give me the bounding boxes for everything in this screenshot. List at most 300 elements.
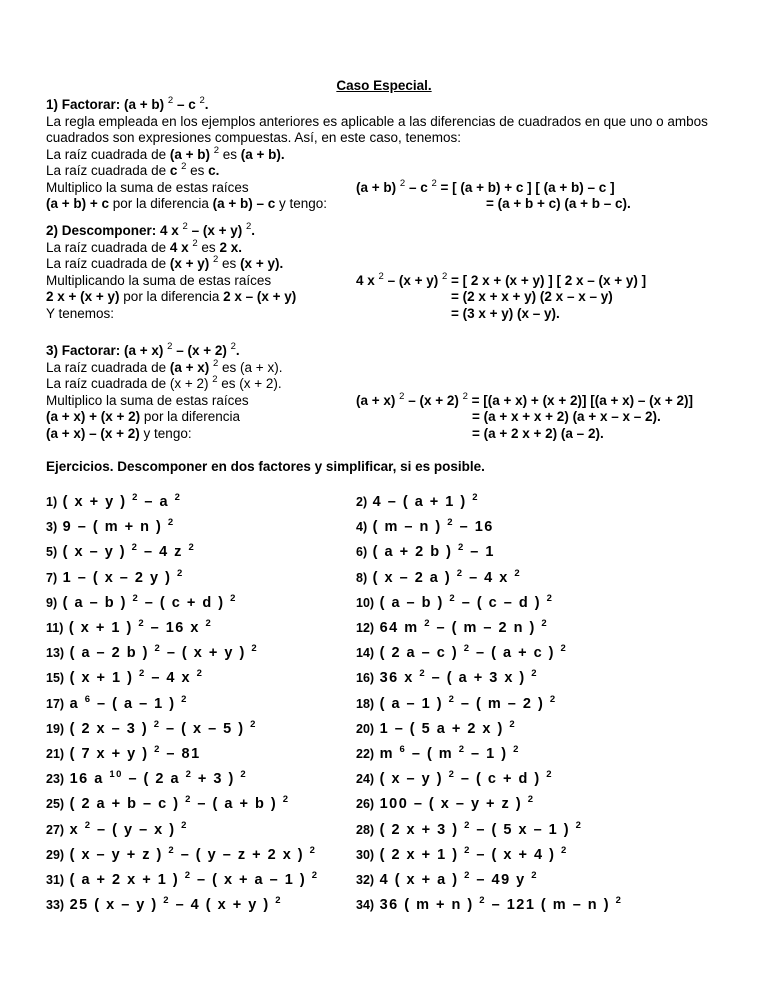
superscript: 2 bbox=[513, 744, 520, 755]
superscript: 2 bbox=[441, 270, 448, 282]
text-run: . bbox=[204, 97, 209, 112]
text-run: – ( x – 5 ) bbox=[160, 720, 251, 737]
text-run: – 81 bbox=[160, 746, 201, 762]
exercise-number: 30) bbox=[356, 847, 375, 862]
superscript: 2 bbox=[463, 643, 471, 655]
text-run: 1 – ( 5 a + 2 x ) bbox=[374, 720, 510, 737]
exercise-expression bbox=[64, 746, 201, 762]
superscript: 2 bbox=[541, 618, 549, 629]
superscript: 2 bbox=[575, 819, 583, 831]
text-run: – ( c – d ) bbox=[456, 594, 547, 611]
bold-run: (a + b) bbox=[356, 179, 400, 195]
text-run: – ( x + 4 ) bbox=[470, 846, 561, 863]
text-line bbox=[46, 144, 285, 163]
text-run: a bbox=[64, 695, 85, 712]
bold-run: 2 x. bbox=[219, 239, 242, 255]
superscript: 2 bbox=[132, 492, 139, 503]
exercise-item bbox=[356, 693, 557, 712]
text-run: es (x + 2). bbox=[217, 376, 282, 391]
exercise-item bbox=[46, 670, 203, 686]
text-run: – 121 ( m – n ) bbox=[486, 897, 616, 914]
exercise-item bbox=[46, 567, 184, 586]
superscript: 2 bbox=[205, 618, 213, 629]
text-run: – ( a + c ) bbox=[470, 645, 561, 662]
exercise-number: 6) bbox=[356, 545, 368, 560]
bold-run: . bbox=[235, 343, 240, 358]
text-run: es bbox=[186, 163, 209, 178]
text-run: – ( m bbox=[406, 746, 459, 762]
text-run: – 1 bbox=[464, 544, 495, 561]
text-run: y tengo: bbox=[275, 196, 328, 211]
bold-run: 4 x bbox=[356, 272, 379, 288]
text-run: 9 – ( m + n ) bbox=[57, 519, 168, 536]
text-run: – ( m – 2 ) bbox=[455, 695, 550, 712]
text-run: ( a + 2 x + 1 ) bbox=[64, 872, 185, 888]
superscript: 2 bbox=[212, 374, 218, 385]
text-run: ( 2 a – c ) bbox=[374, 645, 464, 662]
text-run: ( x + y ) bbox=[57, 494, 133, 510]
exercise-item bbox=[46, 519, 175, 535]
superscript: 2 bbox=[132, 592, 140, 604]
exercise-number: 26) bbox=[356, 797, 375, 812]
superscript: 2 bbox=[479, 895, 487, 907]
text-line bbox=[46, 180, 249, 196]
superscript: 2 bbox=[154, 744, 161, 755]
exercise-number: 25) bbox=[46, 797, 65, 812]
exercise-number: 2) bbox=[356, 495, 368, 509]
text-run: – 16 x bbox=[145, 620, 206, 636]
exercise-expression bbox=[374, 693, 557, 712]
exercise-item bbox=[356, 897, 622, 913]
text-run: – ( a + 3 x ) bbox=[426, 670, 532, 687]
superscript: 2 bbox=[196, 668, 204, 680]
exercise-number: 14) bbox=[356, 646, 375, 661]
superscript: 2 bbox=[449, 592, 457, 604]
exercise-number: 11) bbox=[46, 621, 64, 635]
superscript: 2 bbox=[199, 95, 205, 106]
exercise-expression bbox=[64, 796, 289, 812]
solution-line bbox=[486, 196, 631, 212]
exercise-number: 5) bbox=[46, 545, 58, 560]
exercise-item bbox=[356, 670, 538, 686]
exercise-expression bbox=[64, 897, 282, 913]
bold-run: (a + x) + (x + 2) bbox=[46, 409, 141, 424]
superscript: 2 bbox=[464, 819, 471, 831]
superscript: 2 bbox=[464, 870, 471, 881]
exercise-number: 17) bbox=[46, 696, 65, 711]
exercise-expression bbox=[374, 796, 534, 812]
exercise-expression bbox=[57, 494, 181, 510]
superscript: 2 bbox=[560, 844, 568, 856]
exercise-expression bbox=[374, 670, 538, 686]
exercise-number: 9) bbox=[46, 595, 58, 610]
superscript: 2 bbox=[138, 618, 146, 629]
bold-run: – (x + y) bbox=[187, 223, 246, 238]
superscript: 2 bbox=[419, 668, 427, 680]
exercise-expression bbox=[64, 693, 188, 712]
superscript: 2 bbox=[230, 592, 237, 604]
text-run: ( a – 2 b ) bbox=[64, 645, 155, 662]
text-run: Multiplico la suma de estas raíces bbox=[46, 392, 249, 408]
text-run: ( x + 1 ) bbox=[63, 620, 139, 636]
page-title: Caso Especial. bbox=[336, 78, 432, 93]
text-run: – 4 ( x + y ) bbox=[170, 897, 276, 914]
superscript: 2 bbox=[546, 769, 554, 781]
text-line bbox=[46, 426, 192, 442]
text-run: ( x + 1 ) bbox=[64, 670, 140, 687]
text-run: Multiplico la suma de estas raíces bbox=[46, 179, 249, 195]
text-run: ( a + 2 b ) bbox=[367, 544, 458, 561]
text-run: La raíz cuadrada de bbox=[46, 239, 170, 255]
text-run: m bbox=[374, 746, 400, 762]
exercise-number: 8) bbox=[356, 570, 368, 585]
text-run: – ( 2 a bbox=[122, 771, 186, 788]
text-run: ( 2 x – 3 ) bbox=[64, 720, 154, 737]
text-run: – c bbox=[173, 97, 200, 112]
superscript: 2 bbox=[230, 341, 236, 352]
superscript: 2 bbox=[378, 270, 384, 282]
solution-line bbox=[451, 289, 613, 305]
exercise-number: 23) bbox=[46, 772, 65, 787]
superscript: 2 bbox=[168, 844, 176, 856]
text-run: Y tenemos: bbox=[46, 305, 115, 321]
exercise-item bbox=[356, 645, 567, 661]
superscript: 2 bbox=[240, 769, 248, 781]
exercise-number: 31) bbox=[46, 873, 65, 887]
solution-line bbox=[356, 177, 615, 196]
exercise-number: 32) bbox=[356, 873, 375, 887]
exercise-expression bbox=[374, 771, 553, 787]
superscript: 2 bbox=[192, 237, 198, 249]
exercise-expression bbox=[64, 771, 247, 787]
exercise-expression bbox=[64, 872, 318, 888]
superscript: 6 bbox=[399, 744, 407, 755]
text-run: La raíz cuadrada de (x + 2) bbox=[46, 376, 213, 391]
exercises-heading: Ejercicios. Descomponer en dos factores y simplificar, si es posible. bbox=[46, 459, 485, 474]
text-run: es (a + x). bbox=[218, 359, 283, 375]
exercise-expression bbox=[57, 592, 237, 611]
superscript: 2 bbox=[181, 693, 188, 705]
exercise-item bbox=[356, 796, 535, 812]
exercise-expression bbox=[374, 645, 567, 661]
exercise-expression bbox=[374, 620, 548, 636]
exercise-number: 29) bbox=[46, 847, 65, 862]
text-run: es bbox=[219, 146, 241, 162]
exercise-expression bbox=[64, 844, 317, 863]
exercise-item bbox=[356, 567, 522, 586]
text-line bbox=[46, 289, 296, 305]
exercise-expression bbox=[374, 844, 568, 863]
exercise-item bbox=[46, 592, 237, 611]
exercise-number: 12) bbox=[356, 621, 375, 635]
bold-run: = [ (a + b) + c ] [ (a + b) – c ] bbox=[436, 179, 615, 195]
bold-run: – c bbox=[405, 179, 432, 195]
superscript: 10 bbox=[109, 769, 123, 781]
text-line bbox=[46, 343, 240, 359]
exercise-number: 13) bbox=[46, 646, 65, 661]
text-run: – ( a – 1 ) bbox=[91, 695, 182, 712]
text-run: ( x – y + z ) bbox=[64, 846, 169, 863]
text-run: La raíz cuadrada de bbox=[46, 146, 170, 162]
bold-run: – (x + y) bbox=[383, 272, 442, 288]
exercise-expression bbox=[64, 718, 257, 737]
exercise-item bbox=[46, 620, 212, 636]
text-run: – ( c + d ) bbox=[455, 771, 547, 788]
text-run: 36 x bbox=[374, 670, 420, 687]
solution-line bbox=[472, 409, 661, 425]
bold-run: 3) Factorar: (a + x) bbox=[46, 343, 168, 358]
text-run: x bbox=[64, 821, 85, 838]
bold-run: (a + x) bbox=[356, 392, 400, 408]
exercise-expression bbox=[374, 819, 583, 838]
bold-run: (a + b) – c bbox=[212, 196, 276, 211]
text-run: – 49 y bbox=[470, 872, 532, 888]
text-line bbox=[46, 273, 271, 289]
text-line bbox=[46, 393, 249, 409]
exercise-number: 34) bbox=[356, 898, 375, 913]
exercise-number: 10) bbox=[356, 595, 375, 610]
text-run: 16 a bbox=[64, 771, 110, 788]
superscript: 2 bbox=[431, 177, 437, 189]
bold-run: (a + b). bbox=[240, 146, 285, 162]
exercise-number: 1) bbox=[46, 495, 58, 509]
superscript: 2 bbox=[464, 844, 471, 856]
text-line bbox=[46, 196, 327, 212]
text-line bbox=[46, 130, 461, 146]
text-run: ( 2 x + 3 ) bbox=[374, 821, 465, 838]
superscript: 2 bbox=[250, 718, 257, 730]
exercise-item bbox=[46, 693, 188, 712]
bold-run: = (3 x + y) (x – y). bbox=[451, 305, 560, 321]
bold-run: c. bbox=[208, 163, 220, 178]
exercise-expression bbox=[367, 544, 495, 560]
superscript: 2 bbox=[167, 95, 174, 106]
exercise-expression bbox=[374, 897, 622, 913]
superscript: 2 bbox=[184, 870, 192, 881]
bold-run: (a + b) bbox=[169, 146, 214, 162]
exercise-expression bbox=[374, 592, 554, 611]
bold-run: 2 x + (x + y) bbox=[46, 289, 120, 304]
text-run: 64 m bbox=[374, 620, 425, 636]
superscript: 2 bbox=[246, 221, 252, 232]
exercise-expression bbox=[374, 746, 520, 762]
exercise-item bbox=[356, 620, 548, 636]
superscript: 2 bbox=[311, 870, 319, 881]
text-run: ( m – n ) bbox=[367, 519, 448, 536]
bold-run: 2 x – (x + y) bbox=[223, 289, 297, 304]
exercise-item bbox=[356, 746, 520, 762]
text-run: – ( a + b ) bbox=[191, 796, 283, 813]
superscript: 2 bbox=[447, 517, 455, 529]
exercise-item bbox=[46, 844, 317, 863]
exercise-item bbox=[46, 494, 181, 510]
superscript: 2 bbox=[456, 567, 464, 579]
text-line bbox=[46, 376, 282, 392]
text-run: ( x – y ) bbox=[374, 771, 449, 788]
superscript: 2 bbox=[174, 492, 182, 503]
solution-line bbox=[472, 426, 604, 442]
text-run: ( 2 a + b – c ) bbox=[64, 796, 186, 813]
exercise-number: 24) bbox=[356, 772, 375, 787]
superscript: 2 bbox=[154, 643, 162, 655]
text-run: La raíz cuadrada de bbox=[46, 163, 170, 178]
superscript: 2 bbox=[181, 161, 187, 172]
superscript: 2 bbox=[615, 895, 623, 907]
bold-run: – (x + 2) bbox=[172, 343, 231, 358]
exercise-number: 20) bbox=[356, 721, 375, 736]
exercise-expression bbox=[367, 519, 494, 535]
exercise-item bbox=[356, 592, 554, 611]
exercise-item bbox=[46, 796, 289, 812]
superscript: 2 bbox=[213, 254, 219, 265]
superscript: 2 bbox=[514, 567, 522, 579]
text-run: – ( m – 2 n ) bbox=[430, 620, 542, 636]
exercise-number: 4) bbox=[356, 520, 368, 535]
text-run: – 4 x bbox=[145, 670, 197, 687]
bold-run: 2) Descomponer: 4 x bbox=[46, 223, 183, 238]
superscript: 2 bbox=[213, 144, 220, 156]
exercise-expression bbox=[57, 544, 195, 560]
exercise-expression bbox=[367, 567, 522, 586]
text-line bbox=[46, 306, 114, 322]
superscript: 2 bbox=[531, 668, 539, 680]
bold-run: = (a + b + c) (a + b – c). bbox=[486, 196, 631, 211]
exercise-expression bbox=[57, 567, 184, 586]
bold-run: = (a + 2 x + 2) (a – 2). bbox=[472, 425, 604, 441]
superscript: 2 bbox=[309, 844, 317, 856]
exercise-expression bbox=[64, 645, 258, 661]
bold-run: . bbox=[251, 223, 256, 238]
bold-run: (a + b) + c bbox=[46, 196, 110, 211]
exercise-expression bbox=[57, 519, 175, 535]
superscript: 2 bbox=[188, 542, 196, 554]
superscript: 2 bbox=[282, 794, 290, 806]
exercise-number: 21) bbox=[46, 747, 65, 761]
text-line bbox=[46, 223, 255, 239]
exercise-number: 18) bbox=[356, 696, 375, 711]
exercise-item bbox=[356, 771, 553, 787]
bold-run: (x + y). bbox=[240, 256, 284, 271]
superscript: 2 bbox=[153, 718, 161, 730]
exercise-number: 27) bbox=[46, 822, 65, 837]
exercise-expression bbox=[374, 718, 517, 737]
text-run: ( x – 2 a ) bbox=[367, 569, 457, 586]
superscript: 2 bbox=[399, 177, 406, 189]
exercise-item bbox=[356, 844, 568, 863]
text-run: La raíz cuadrada de bbox=[46, 359, 170, 375]
exercise-item bbox=[46, 819, 188, 838]
superscript: 2 bbox=[176, 567, 184, 579]
bold-run: (a + x) bbox=[169, 359, 213, 375]
exercise-number: 22) bbox=[356, 747, 375, 761]
superscript: 2 bbox=[181, 819, 188, 831]
text-run: 4 ( x + a ) bbox=[374, 872, 465, 888]
superscript: 2 bbox=[424, 618, 431, 629]
superscript: 2 bbox=[472, 492, 480, 503]
exercise-item bbox=[356, 519, 494, 535]
text-run: – ( y – x ) bbox=[91, 821, 182, 838]
solution-line bbox=[451, 306, 560, 322]
exercise-item bbox=[356, 544, 495, 560]
exercise-number: 28) bbox=[356, 822, 375, 837]
text-run: 36 ( m + n ) bbox=[374, 897, 480, 914]
superscript: 2 bbox=[139, 668, 146, 680]
text-run: ( 7 x + y ) bbox=[64, 746, 155, 762]
exercise-expression bbox=[367, 494, 479, 510]
superscript: 2 bbox=[457, 542, 465, 554]
solution-line bbox=[356, 390, 693, 409]
text-run: ( a – 1 ) bbox=[374, 695, 449, 712]
exercise-number: 16) bbox=[356, 671, 375, 686]
solution-line bbox=[356, 270, 647, 289]
superscript: 2 bbox=[185, 794, 192, 806]
bold-run: c bbox=[169, 163, 182, 178]
exercise-number: 7) bbox=[46, 570, 58, 585]
text-run: 25 ( x – y ) bbox=[64, 897, 164, 914]
text-run: – a bbox=[138, 494, 175, 510]
exercise-item bbox=[356, 819, 583, 838]
text-run: ( a – b ) bbox=[374, 594, 450, 611]
text-run: + 3 ) bbox=[192, 771, 241, 788]
text-run: – 1 ) bbox=[465, 746, 514, 762]
text-run: y tengo: bbox=[139, 425, 192, 441]
superscript: 2 bbox=[458, 744, 466, 755]
exercise-number: 15) bbox=[46, 671, 65, 686]
text-run: – 4 x bbox=[463, 569, 515, 586]
superscript: 2 bbox=[560, 643, 568, 655]
bold-run: = [ 2 x + (x + y) ] [ 2 x – (x + y) ] bbox=[447, 272, 647, 288]
superscript: 6 bbox=[84, 693, 92, 705]
exercise-number: 3) bbox=[46, 520, 58, 535]
text-run: ( x – y ) bbox=[57, 544, 132, 561]
superscript: 2 bbox=[531, 870, 539, 881]
text-run: – ( y – z + 2 x ) bbox=[175, 846, 310, 863]
bold-run: = (2 x + x + y) (2 x – x – y) bbox=[451, 289, 613, 304]
exercise-item bbox=[46, 771, 247, 787]
exercise-item bbox=[46, 897, 282, 913]
superscript: 2 bbox=[182, 221, 188, 232]
text-run: ( 2 x + 1 ) bbox=[374, 846, 465, 863]
superscript: 2 bbox=[546, 592, 554, 604]
text-run: es bbox=[197, 239, 220, 255]
superscript: 2 bbox=[213, 357, 219, 369]
superscript: 2 bbox=[251, 643, 259, 655]
text-run: 4 – ( a + 1 ) bbox=[367, 494, 473, 510]
exercise-item bbox=[356, 872, 538, 888]
bold-run: (a + x) – (x + 2) bbox=[46, 425, 140, 441]
text-run: por la diferencia bbox=[140, 409, 240, 424]
superscript: 2 bbox=[509, 718, 517, 730]
text-line bbox=[46, 114, 708, 130]
text-run: – ( x + y ) bbox=[161, 645, 252, 662]
superscript: 2 bbox=[167, 517, 175, 529]
text-line bbox=[46, 256, 283, 272]
superscript: 2 bbox=[399, 390, 405, 402]
bold-run: = (a + x + x + 2) (a + x – x – 2). bbox=[472, 409, 661, 424]
bold-run: – (x + 2) bbox=[404, 392, 463, 408]
exercise-item bbox=[46, 544, 195, 560]
superscript: 2 bbox=[167, 341, 173, 352]
superscript: 2 bbox=[131, 542, 139, 554]
text-run: por la diferencia bbox=[119, 289, 224, 304]
text-run: 1 – ( x – 2 y ) bbox=[57, 569, 177, 586]
superscript: 2 bbox=[462, 390, 468, 402]
text-run: – ( x + a – 1 ) bbox=[191, 872, 312, 888]
text-line bbox=[46, 163, 219, 179]
text-run: 1) Factorar: (a + b) bbox=[46, 97, 168, 112]
exercise-number: 19) bbox=[46, 721, 65, 736]
exercise-item bbox=[46, 645, 258, 661]
